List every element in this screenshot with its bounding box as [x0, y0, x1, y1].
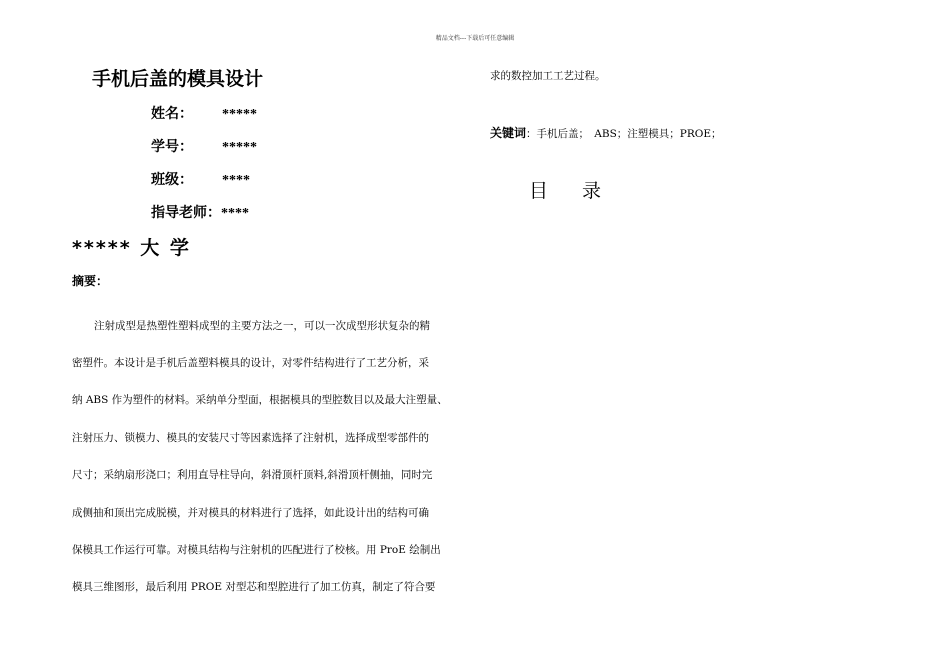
abstract-line: 保模具工作运行可靠。对模具结构与注射机的匹配进行了校核。用 ProE 绘制出 [72, 544, 441, 556]
university-name: ***** 大 学 [72, 237, 191, 259]
info-row-student-id [151, 136, 257, 156]
info-row-advisor [151, 202, 249, 222]
info-row-class [151, 169, 250, 189]
abstract-line: 成侧抽和顶出完成脱模，并对模具的材料进行了选择，如此设计出的结构可确 [72, 507, 429, 519]
abstract-line: 注射成型是热塑性塑料成型的主要方法之一，可以一次成型形状复杂的精 [94, 320, 430, 332]
info-label: 班级： [151, 172, 193, 188]
info-value: ***** [222, 107, 257, 122]
abstract-line: 注射压力、锁模力、模具的安装尺寸等因素选择了注射机，选择成型零部件的 [72, 432, 429, 444]
info-row-name [151, 103, 257, 123]
toc-title: 目录 [529, 180, 636, 202]
keywords-text: ：手机后盖； ABS；注塑模具；PROE； [526, 128, 722, 140]
info-value: **** [221, 206, 249, 221]
info-label: 学号： [151, 139, 193, 155]
info-value: ***** [222, 140, 257, 155]
abstract-line: 尺寸；采纳扇形浇口；利用直导柱导向，斜滑顶杆顶料,斜滑顶杆侧抽，同时完 [72, 469, 433, 481]
abstract-line: 模具三维图形，最后利用 PROE 对型芯和型腔进行了加工仿真，制定了符合要 [72, 581, 436, 593]
abstract-line: 密塑件。本设计是手机后盖塑料模具的设计，对零件结构进行了工艺分析，采 [72, 357, 429, 369]
abstract-label: 摘要： [72, 274, 109, 288]
abstract-continuation: 求的数控加工工艺过程。 [490, 70, 606, 82]
info-value: **** [222, 173, 250, 188]
page-header-note: 精品文档---下载后可任意编辑 [435, 35, 515, 42]
document-title: 手机后盖的模具设计 [92, 68, 264, 90]
info-label: 姓名： [151, 106, 193, 122]
keywords-label: 关键词 [490, 126, 527, 140]
keywords-line [490, 124, 722, 141]
abstract-line: 纳 ABS 作为塑件的材料。采纳单分型面，根据模具的型腔数目以及最大注塑量、 [72, 394, 448, 406]
info-label: 指导老师： [151, 205, 221, 221]
